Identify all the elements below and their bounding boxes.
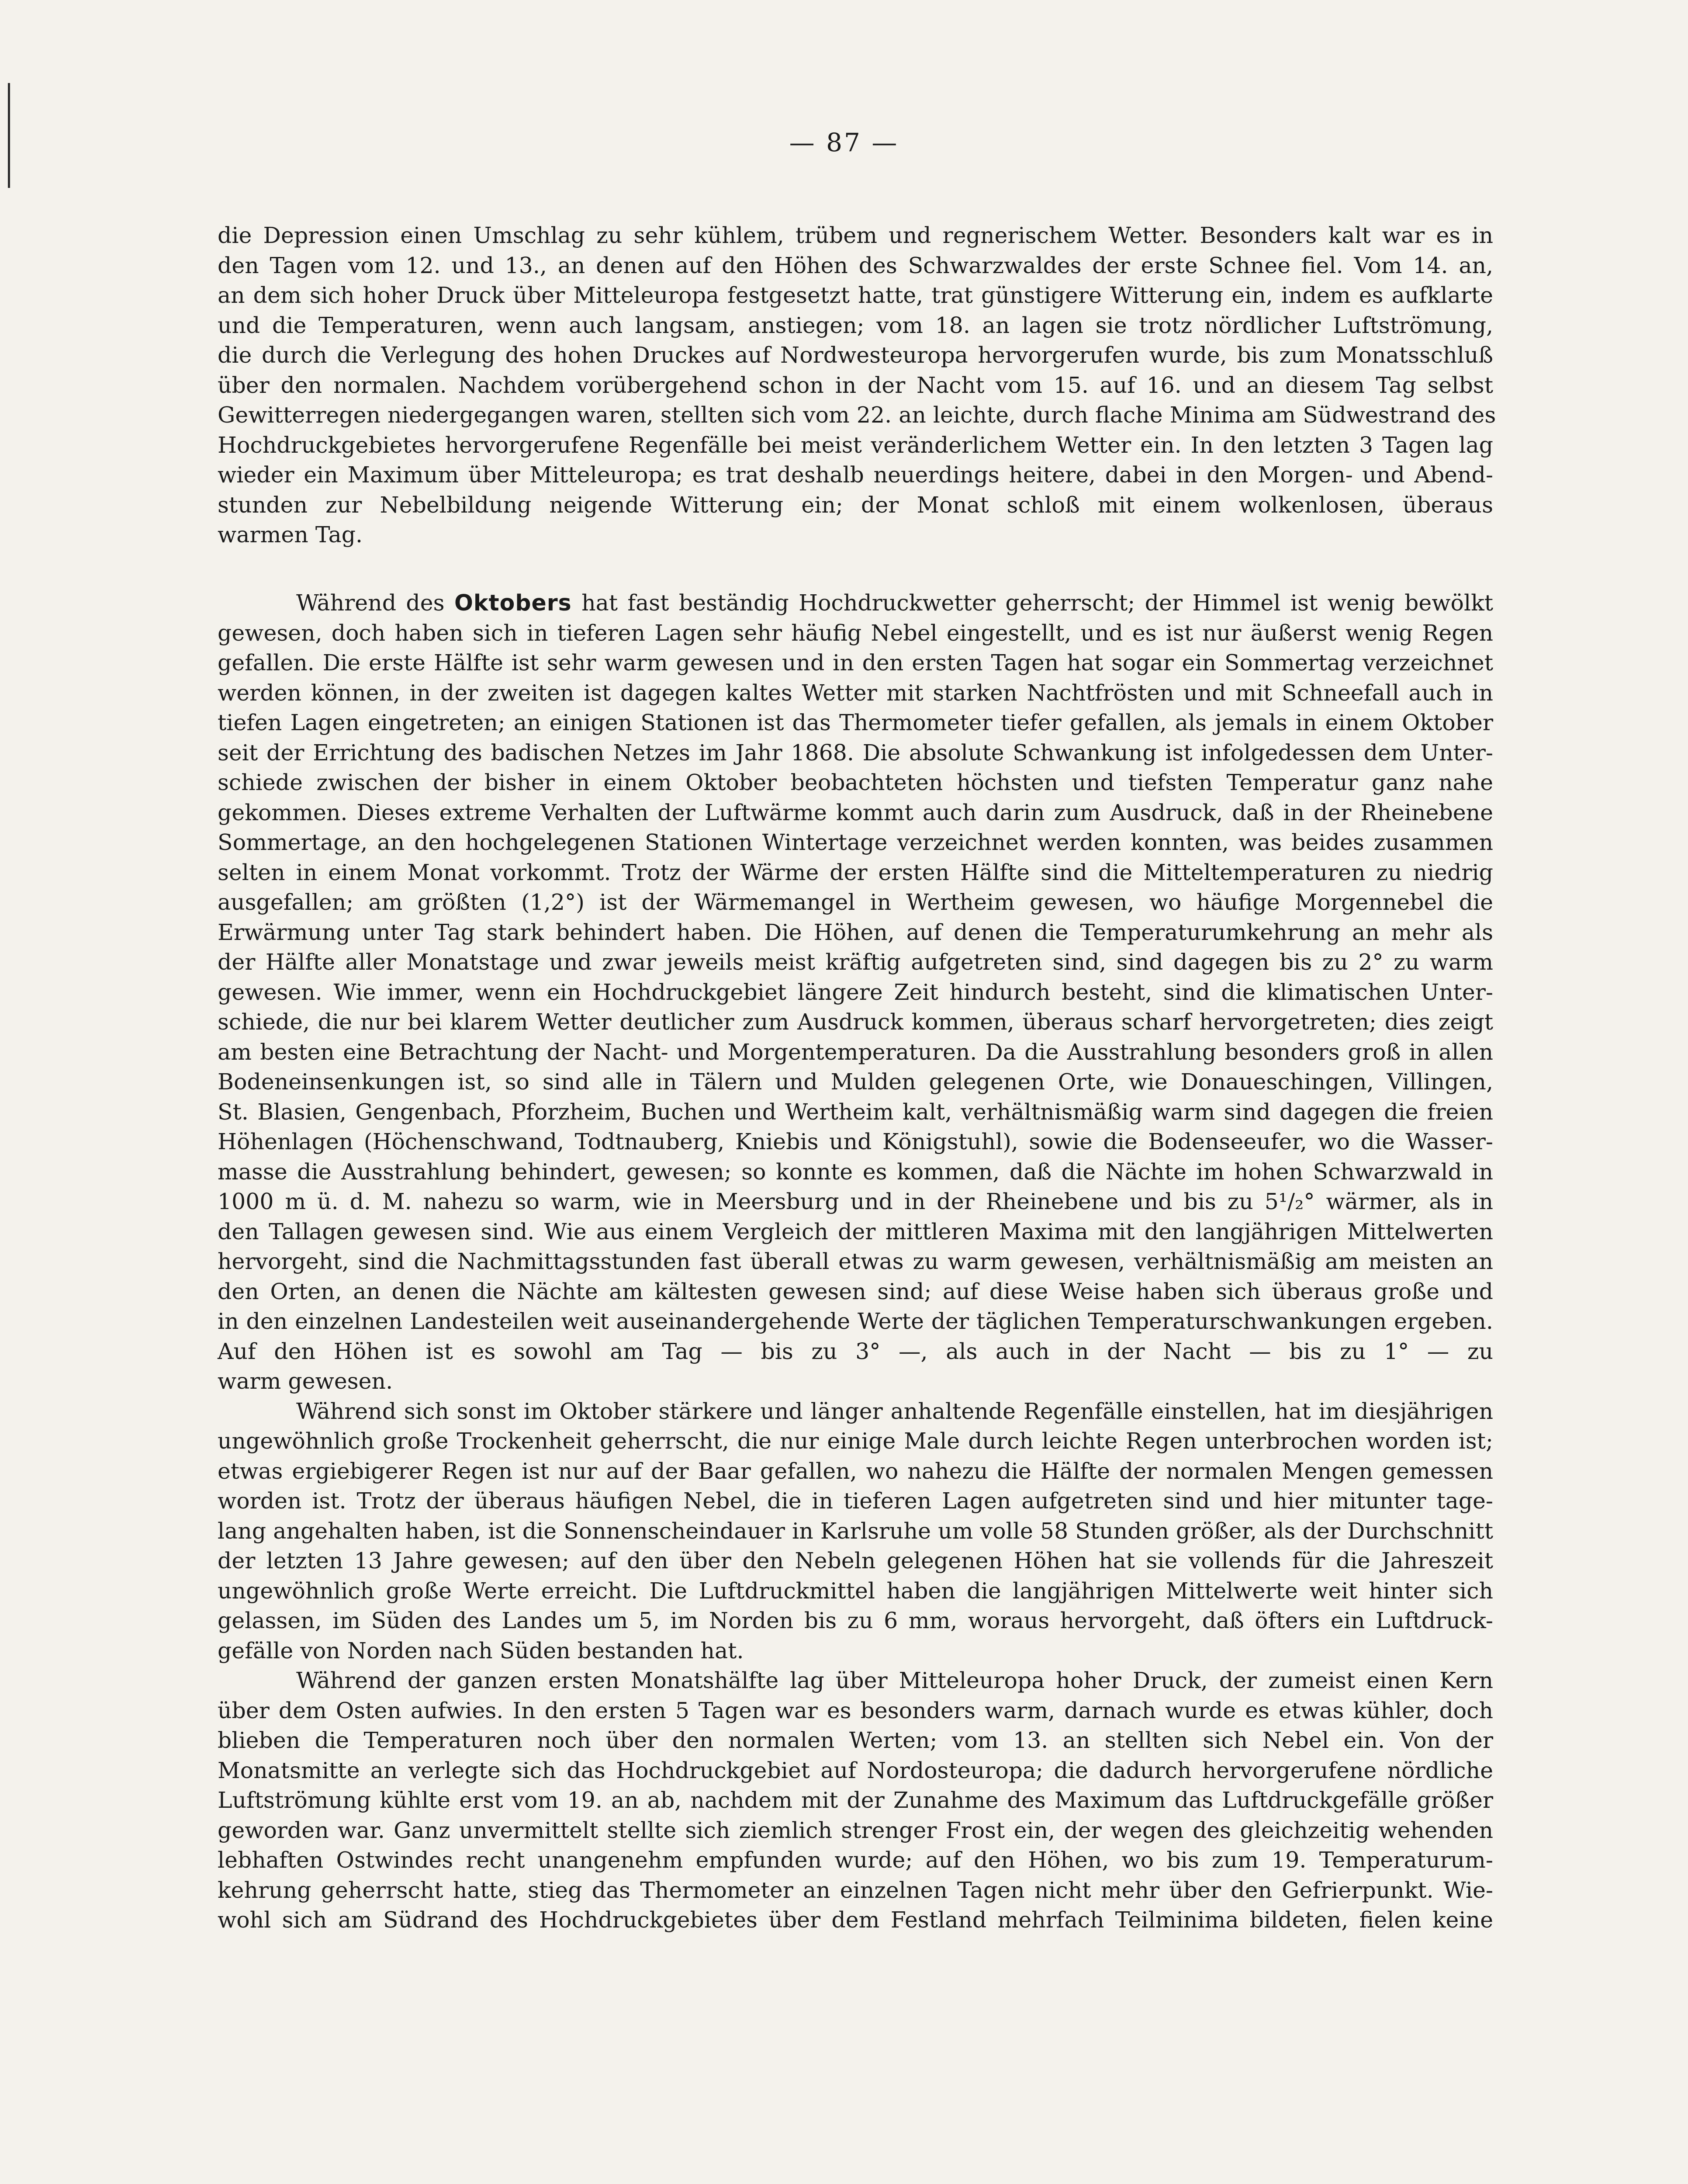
text-line: Während sich sonst im Oktober stärkere und länger anhaltende Regenfälle einstellen, hat im diesjährigen xyxy=(296,1398,1493,1424)
text-line: blieben die Temperaturen noch über den normalen Werten; vom 13. an stellten sich Nebel ein. Von der xyxy=(218,1727,1493,1753)
text-line: St. Blasien, Gengenbach, Pforzheim, Buchen und Wertheim kalt, verhältnismäßig warm sind dagegen die freien xyxy=(218,1099,1493,1125)
text-line: Sommertage, an den hochgelegenen Stationen Wintertage verzeichnet werden konnten, was beides zusammen xyxy=(218,829,1493,855)
text-line: über dem Osten aufwies. In den ersten 5 Tagen war es besonders warm, darnach wurde es etwas kühler, doch xyxy=(218,1697,1493,1723)
text-line: Monatsmitte an verlegte sich das Hochdruckgebiet auf Nordosteuropa; die dadurch hervorgerufene nördliche xyxy=(218,1757,1493,1783)
text-line: tiefen Lagen eingetreten; an einigen Stationen ist das Thermometer tiefer gefallen, als jemals in einem Oktober xyxy=(218,710,1493,735)
text-line: am besten eine Betrachtung der Nacht- und Morgentemperaturen. Da die Ausstrahlung besonders groß in allen xyxy=(218,1039,1493,1065)
text-line: die durch die Verlegung des hohen Druckes auf Nordwesteuropa hervorgerufen wurde, bis zum Monatsschluß xyxy=(218,342,1493,368)
text-line: ungewöhnlich große Trockenheit geherrscht, die nur einige Male durch leichte Regen unterbrochen worden ist; xyxy=(218,1428,1493,1454)
lead-text-rest: hat fast beständig Hochdruckwetter geherrscht; der Himmel ist wenig bewölkt xyxy=(581,590,1493,616)
text-line: Während der ganzen ersten Monatshälfte lag über Mitteleuropa hoher Druck, der zumeist einen Kern xyxy=(296,1667,1493,1693)
text-line: in den einzelnen Landesteilen weit auseinandergehende Werte der täglichen Temperaturschwankungen ergeben. xyxy=(218,1308,1493,1334)
text-line: wieder ein Maximum über Mitteleuropa; es trat deshalb neuerdings heitere, dabei in den Morgen- und Abend- xyxy=(218,462,1493,488)
text-line: gewesen, doch haben sich in tieferen Lagen sehr häufig Nebel eingestellt, und es ist nur äußerst wenig Regen xyxy=(218,620,1493,646)
text-line: Höhenlagen (Höchenschwand, Todtnauberg, Kniebis und Königstuhl), sowie die Bodenseeufer, wo die Wasser- xyxy=(218,1129,1493,1154)
text-line: warm gewesen. xyxy=(218,1368,393,1394)
text-line: schiede zwischen der bisher in einem Oktober beobachteten höchsten und tiefsten Temperatur ganz nahe xyxy=(218,770,1493,795)
paragraph-lead-line xyxy=(218,588,1493,618)
text-line: Bodeneinsenkungen ist, so sind alle in Tälern und Mulden gelegenen Orte, wie Donaueschingen, Villingen, xyxy=(218,1069,1493,1095)
text-line: geworden war. Ganz unvermittelt stellte sich ziemlich strenger Frost ein, der wegen des gleichzeitig wehenden xyxy=(218,1817,1493,1843)
paragraph-september-end xyxy=(218,221,1496,550)
text-line: seit der Errichtung des badischen Netzes im Jahr 1868. Die absolute Schwankung ist infolgedessen dem Unter- xyxy=(218,739,1493,766)
text-line: Erwärmung unter Tag stark behindert haben. Die Höhen, auf denen die Temperaturumkehrung an mehr als xyxy=(218,919,1493,945)
text-line: die Depression einen Umschlag zu sehr kühlem, trübem und regnerischem Wetter. Besonders kalt war es in xyxy=(218,222,1493,248)
text-line: schiede, die nur bei klarem Wetter deutlicher zum Ausdruck kommen, überaus scharf hervorgetreten; dies zeigt xyxy=(218,1009,1493,1035)
text-line: ausgefallen; am größten (1,2°) ist der Wärmemangel in Wertheim gewesen, wo häufige Morgennebel die xyxy=(218,889,1493,915)
text-line: etwas ergiebigerer Regen ist nur auf der Baar gefallen, wo nahezu die Hälfte der normalen Mengen gemessen xyxy=(218,1458,1493,1484)
text-line: kehrung geherrscht hatte, stieg das Thermometer an einzelnen Tagen nicht mehr über den Gefrierpunkt. Wie- xyxy=(218,1877,1493,1903)
text-line: an dem sich hoher Druck über Mitteleuropa festgesetzt hatte, trat günstigere Witterung ein, indem es aufklarte xyxy=(218,282,1493,308)
text-line: gelassen, im Süden des Landes um 5, im Norden bis zu 6 mm, woraus hervorgeht, daß öfters ein Luftdruck- xyxy=(218,1608,1493,1633)
text-line: gefallen. Die erste Hälfte ist sehr warm gewesen und in den ersten Tagen hat sogar ein Sommertag verzeichnet xyxy=(218,650,1493,676)
text-line: der letzten 13 Jahre gewesen; auf den über den Nebeln gelegenen Höhen hat sie vollends für die Jahreszeit xyxy=(218,1548,1493,1574)
text-line: ungewöhnlich große Werte erreicht. Die Luftdruckmittel haben die langjährigen Mittelwerte weit hinter sich xyxy=(218,1577,1493,1604)
text-line: gekommen. Dieses extreme Verhalten der Luftwärme kommt auch darin zum Ausdruck, daß in der Rheinebene xyxy=(218,799,1493,825)
text-line: und die Temperaturen, wenn auch langsam, anstiegen; vom 18. an lagen sie trotz nördlicher Luftströmung, xyxy=(218,312,1493,338)
text-line: den Orten, an denen die Nächte am kältesten gewesen sind; auf diese Weise haben sich überaus große und xyxy=(218,1278,1493,1304)
text-line: den Tagen vom 12. und 13., an denen auf den Höhen des Schwarzwaldes der erste Schnee fiel. Vom 14. an, xyxy=(218,252,1493,278)
text-line: lebhaften Ostwindes recht unangenehm empfunden wurde; auf den Höhen, wo bis zum 19. Temperaturum- xyxy=(218,1847,1493,1873)
text-line: Gewitterregen niedergegangen waren, stellten sich vom 22. an leichte, durch flache Minima am Südwestrand des xyxy=(218,402,1496,428)
month-heading: Oktobers xyxy=(454,590,572,616)
text-line: gefälle von Norden nach Süden bestanden hat. xyxy=(218,1637,744,1664)
page-number: — 87 — xyxy=(789,128,899,157)
text-line: gewesen. Wie immer, wenn ein Hochdruckgebiet längere Zeit hindurch besteht, sind die klimatischen Unter- xyxy=(218,979,1493,1005)
text-line: über den normalen. Nachdem vorübergehend schon in der Nacht vom 15. auf 16. und an diesem Tag selbst xyxy=(218,372,1493,398)
text-line: stunden zur Nebelbildung neigende Witterung ein; der Monat schloß mit einem wolkenlosen, überaus xyxy=(218,492,1493,518)
lead-text: Während des xyxy=(296,590,445,616)
text-line: warmen Tag. xyxy=(218,522,363,548)
text-line: werden können, in der zweiten ist dagegen kaltes Wetter mit starken Nachtfrösten und mit Schneefall auch in xyxy=(218,679,1493,706)
text-line: hervorgeht, sind die Nachmittagsstunden fast überall etwas zu warm gewesen, verhältnismäßig am meisten an xyxy=(218,1248,1493,1274)
text-line: worden ist. Trotz der überaus häufigen Nebel, die in tieferen Lagen aufgetreten sind und hier mitunter tage- xyxy=(218,1488,1493,1514)
text-line: wohl sich am Südrand des Hochdruckgebietes über dem Festland mehrfach Teilminima bildeten, fielen keine xyxy=(218,1907,1493,1933)
text-line: Auf den Höhen ist es sowohl am Tag — bis zu 3° —, als auch in der Nacht — bis zu 1° — zu xyxy=(218,1338,1493,1364)
text-line: selten in einem Monat vorkommt. Trotz der Wärme der ersten Hälfte sind die Mitteltemperaturen zu niedrig xyxy=(218,859,1493,885)
section-oktober xyxy=(218,588,1493,1935)
text-line: der Hälfte aller Monatstage und zwar jeweils meist kräftig aufgetreten sind, sind dagegen bis zu 2° zu warm xyxy=(218,949,1493,975)
text-line: 1000 m ü. d. M. nahezu so warm, wie in Meersburg und in der Rheinebene und bis zu 5¹/₂° wärmer, als in xyxy=(218,1189,1493,1214)
text-line: lang angehalten haben, ist die Sonnenscheindauer in Karlsruhe um volle 58 Stunden größer, als der Durchschnitt xyxy=(218,1518,1493,1544)
text-line: Hochdruckgebietes hervorgerufene Regenfälle bei meist veränderlichem Wetter ein. In den letzten 3 Tagen lag xyxy=(218,432,1493,458)
text-line: Luftströmung kühlte erst vom 19. an ab, nachdem mit der Zunahme des Maximum das Luftdruckgefälle größer xyxy=(218,1787,1493,1813)
text-line: den Tallagen gewesen sind. Wie aus einem Vergleich der mittleren Maxima mit den langjährigen Mittelwerten xyxy=(218,1218,1493,1245)
text-line: masse die Ausstrahlung behindert, gewesen; so konnte es kommen, daß die Nächte im hohen Schwarzwald in xyxy=(218,1158,1493,1185)
